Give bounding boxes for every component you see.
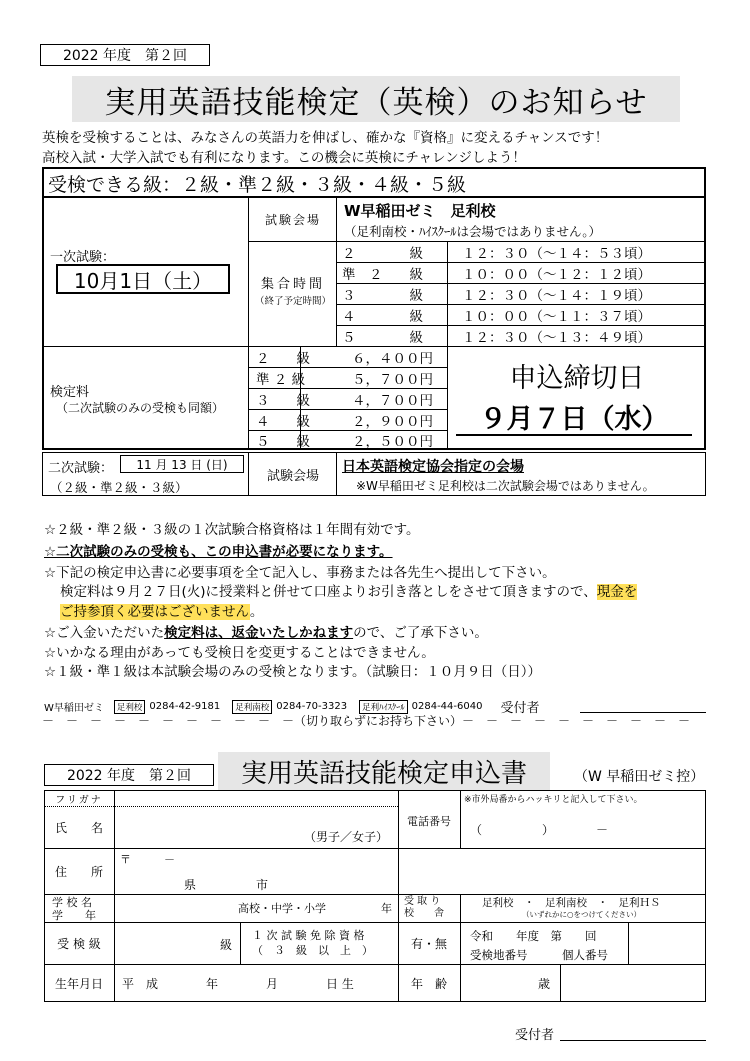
year-round-label: 2022 年度 第２回 <box>40 44 210 66</box>
school-name-label: 学 校 名 <box>52 896 92 909</box>
second-exam-date: 11 月 13 日 (日) <box>120 455 244 473</box>
first-exam-label: 一次試験： <box>50 250 116 265</box>
fee-amount: ４，７００円 <box>352 393 433 409</box>
dob-input[interactable]: 平 成 年 月 日 生 <box>122 976 354 991</box>
fee-amount: ２，９００円 <box>352 414 433 430</box>
note-grade1: ☆１級・準１級は本試験会場のみの受検となります。（試験日：１０月９日（日）） <box>44 664 542 680</box>
deadline-label: 申込締切日 <box>509 362 645 394</box>
schedule-grade: ５ 級 <box>342 330 423 346</box>
campus-options[interactable]: 足利校 ・ 足利南校 ・ 足利ＨＳ <box>482 896 661 909</box>
note-payment-text: 検定料は９月２７日(火)に授業料と併せて口座よりお引き落としをさせて頂きますので、 <box>60 584 597 600</box>
deadline-date: ９月７日（水） <box>456 398 692 436</box>
furigana-label: フリガナ <box>55 794 103 806</box>
venue-label: 試験会場 <box>264 212 321 227</box>
fee-grade: ４ 級 <box>256 414 310 430</box>
fee-amount: ５，７００円 <box>352 372 433 388</box>
venue-note: （足利南校・ﾊｲｽｸｰﾙは会場ではありません。） <box>344 224 602 239</box>
form-owner: （W 早稲田ゼミ控） <box>574 769 705 785</box>
note-refund <box>44 621 488 641</box>
phone-label: 電話番号 <box>407 815 451 828</box>
fee-note: （二次試験のみの受検も同額） <box>56 401 225 415</box>
exemption-line-1: １ 次 試 験 免 除 資 格 <box>252 929 365 942</box>
name-input[interactable] <box>118 806 394 848</box>
intro-line-2: 高校入試・大学入試でも有利になります。この機会に英検にチャレンジしよう！ <box>42 150 526 166</box>
campus-note: （いずれかに○をつけてください） <box>522 910 642 919</box>
name-label: 氏 名 <box>54 820 103 835</box>
note-cash-highlight: 現金を <box>596 584 638 600</box>
first-exam-date: 10月1日（土） <box>56 264 230 294</box>
receive-campus-label <box>404 896 444 920</box>
schedule-time: １２：３０（～１４：５３頃） <box>462 246 651 262</box>
meet-label: 集合時間 <box>260 276 325 292</box>
school-input[interactable]: 高校・中学・小学 年 <box>238 902 392 915</box>
school-label <box>52 896 96 922</box>
note-validity: ☆２級・準２級・３級の１次試験合格資格は１年間有効です。 <box>44 522 420 538</box>
second-exam-label: 二次試験： <box>48 461 114 476</box>
campus-phone: 0284-70-3323 <box>276 701 348 712</box>
note-payment-line2 <box>60 600 263 620</box>
second-venue-note: ※W早稲田ゼミ足利校は二次試験会場ではありません。 <box>356 479 655 493</box>
note-no-change: ☆いかなる理由があっても受検日を変更することはできません。 <box>44 645 435 661</box>
note-refund-post: ので、ご了承下さい。 <box>353 625 488 641</box>
grade-label: 受 検 級 <box>57 936 101 951</box>
note-refund-bold: 検定料は、返金いたしかねます <box>164 625 354 641</box>
gender-options[interactable]: （男子／女子） <box>303 829 388 844</box>
schedule-grade: ３ 級 <box>342 288 423 304</box>
campus-tag: 足利南校 <box>232 700 272 714</box>
schedule-grade: 準 ２ 級 <box>342 267 423 283</box>
note-cash-highlight-2: ご持参頂く必要はございません <box>60 604 250 620</box>
receive-label: 受 取 り <box>404 896 441 907</box>
meet-note: （終了予定時間） <box>254 296 331 307</box>
grade-unit[interactable]: 級 <box>220 937 233 952</box>
exemption-label <box>252 928 373 958</box>
schedule-time: １０：００（～１２：１２頃） <box>462 267 651 283</box>
intro-line-1: 英検を受検することは、みなさんの英語力を伸ばし、確かな『資格』に変えるチャンスです！ <box>42 130 609 146</box>
dob-label: 生年月日 <box>54 976 103 991</box>
second-venue: 日本英語検定協会指定の会場 <box>342 459 524 475</box>
fee-grade: ２ 級 <box>256 351 310 367</box>
campus-label: 校 舎 <box>404 908 444 919</box>
fee-amount: ６，４００円 <box>352 351 433 367</box>
age-label: 年 齢 <box>410 976 447 991</box>
schedule-time: １０：００（～１１：３７頃） <box>462 309 651 325</box>
form-year-round: 2022 年度 第２回 <box>44 764 214 786</box>
schedule-time: １２：３０（～１４：１９頃） <box>462 288 651 304</box>
fee-label: 検定料 <box>50 385 90 400</box>
exam-site-number: 受検地番号 個人番号 <box>470 948 608 962</box>
receiver-label: 受付者 <box>500 701 540 716</box>
venue-name: W早稲田ゼミ 足利校 <box>344 202 496 220</box>
reiwa-round: 令和 年度 第 回 <box>470 929 597 943</box>
fee-amount: ２，５００円 <box>352 434 433 450</box>
schedule-grade: ４ 級 <box>342 309 423 325</box>
note-refund-pre: ☆ご入金いただいた <box>44 625 165 641</box>
phone-note: ※市外局番からハッキリと記入して下さい。 <box>464 795 643 805</box>
campus-tag: 足利校 <box>114 700 146 714</box>
campus-phone: 0284-44-6040 <box>411 701 483 712</box>
page-title: 実用英語技能検定（英検）のお知らせ <box>72 76 680 122</box>
second-venue-label: 試験会場 <box>266 468 319 484</box>
schedule-grade: ２ 級 <box>342 246 423 262</box>
cut-line: － － － － － － － － － － －（切り取らずにお持ち下さい）－ － － － － － － － － － <box>42 714 691 728</box>
note-payment <box>60 580 637 600</box>
phone-input[interactable]: （ ） － <box>470 822 609 837</box>
exemption-line-2: （ ３ 級 以 上 ） <box>252 944 373 957</box>
note-submit: ☆下記の検定申込書に必要事項を全て記入し、事務または各先生へ提出して下さい。 <box>44 565 556 581</box>
fee-grade: 準 ２ 級 <box>256 372 306 388</box>
note-second-only: ☆二次試験のみの受検も、この申込書が必要になります。 <box>44 544 393 560</box>
postal-input[interactable]: 〒 － <box>120 853 175 866</box>
fee-grade: ５ 級 <box>256 434 310 450</box>
second-exam-grades: （２級・準２級・３級） <box>50 480 188 495</box>
contact-org: W早稲田ゼミ <box>44 703 104 714</box>
school-year-label: 学 年 <box>52 909 96 922</box>
schedule-time: １２：３０（～１３：４９頃） <box>462 330 651 346</box>
address-input[interactable]: 県 市 <box>184 878 269 892</box>
exemption-yes-no[interactable]: 有・無 <box>410 936 447 951</box>
form-receiver-label: 受付者 <box>515 1028 555 1043</box>
campus-phone: 0284-42-9181 <box>149 701 221 712</box>
age-unit[interactable]: 歳 <box>538 976 551 991</box>
address-label: 住 所 <box>54 864 103 879</box>
grades-line: 受検できる級：２級・準２級・３級・４級・５級 <box>48 173 467 196</box>
fee-grade: ３ 級 <box>256 393 310 409</box>
form-title: 実用英語技能検定申込書 <box>218 752 550 790</box>
campus-tag: 足利ﾊｲｽｸｰﾙ <box>359 700 408 714</box>
note-period: 。 <box>249 604 264 620</box>
